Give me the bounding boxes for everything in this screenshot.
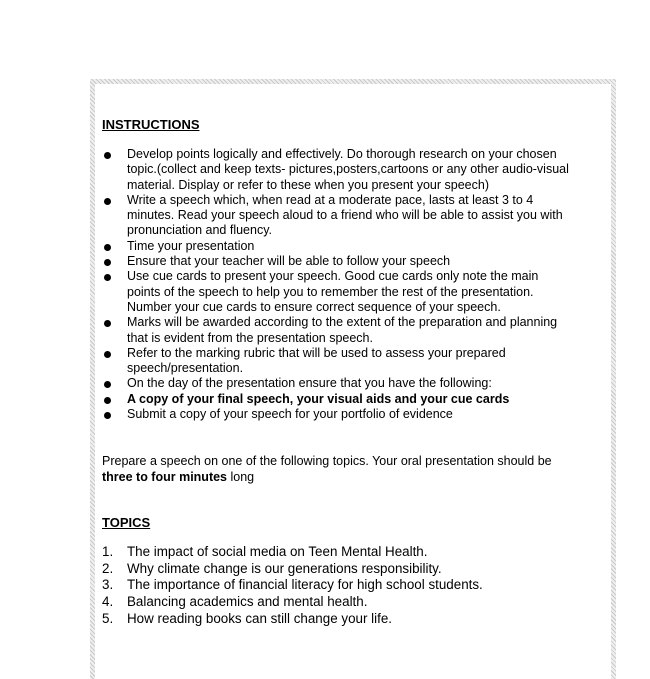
instruction-item: Marks will be awarded according to the extent of the preparation and planning that is evident from the presentation speech. (102, 315, 602, 346)
bullet-icon (104, 198, 111, 205)
instruction-item: Refer to the marking rubric that will be used to assess your prepared speech/presentation. (102, 346, 602, 377)
speech-prompt (102, 454, 552, 485)
topics-heading: TOPICS (102, 515, 151, 530)
topic-item: 5. How reading books can still change your life. (102, 610, 392, 626)
instructions-list (102, 147, 602, 422)
prompt-duration: three to four minutes (102, 469, 228, 484)
bullet-icon (104, 259, 111, 266)
instruction-item: Time your presentation (102, 239, 602, 254)
instructions-heading: INSTRUCTIONS (102, 117, 200, 132)
prompt-line: Prepare a speech on one of the following topics. Your oral presentation should be (102, 454, 552, 468)
topics-list (102, 544, 582, 628)
bullet-icon (104, 152, 111, 159)
bullet-icon (104, 351, 111, 358)
topic-item: 3. The importance of financial literacy for high school students. (102, 577, 483, 593)
bullet-icon (104, 397, 111, 404)
topic-item: 1. The impact of social media on Teen Mental Health. (102, 544, 428, 559)
bullet-icon (104, 274, 111, 281)
instruction-item: On the day of the presentation ensure that you have the following: (102, 376, 602, 391)
instruction-item-bold: A copy of your final speech, your visual aids and your cue cards (102, 392, 602, 407)
topic-item: 2. Why climate change is our generations responsibility. (102, 560, 442, 576)
bullet-icon (104, 381, 111, 388)
instruction-item: Submit a copy of your speech for your portfolio of evidence (102, 407, 602, 422)
topic-item: 4. Balancing academics and mental health. (102, 594, 368, 610)
instruction-item: Use cue cards to present your speech. Good cue cards only note the main points of the speech to help you to remember the rest of the presentation. Number your cue cards to ensure correct sequence of your speech. (102, 269, 602, 315)
bullet-icon (104, 320, 111, 327)
prompt-rest: long (227, 469, 255, 484)
instruction-item: Develop points logically and effectively. Do thorough research on your chosen topic.(collect and keep texts- pictures,posters,cartoons or any other audio-visual material. Display or refer to these when you present your speech) (102, 147, 602, 193)
instruction-item: Write a speech which, when read at a moderate pace, lasts at least 3 to 4 minutes. Read your speech aloud to a friend who will be able to assist you with pronunciation and fluency. (102, 193, 602, 239)
bullet-icon (104, 244, 111, 251)
instruction-item: Ensure that your teacher will be able to follow your speech (102, 254, 602, 269)
bullet-icon (104, 412, 111, 419)
